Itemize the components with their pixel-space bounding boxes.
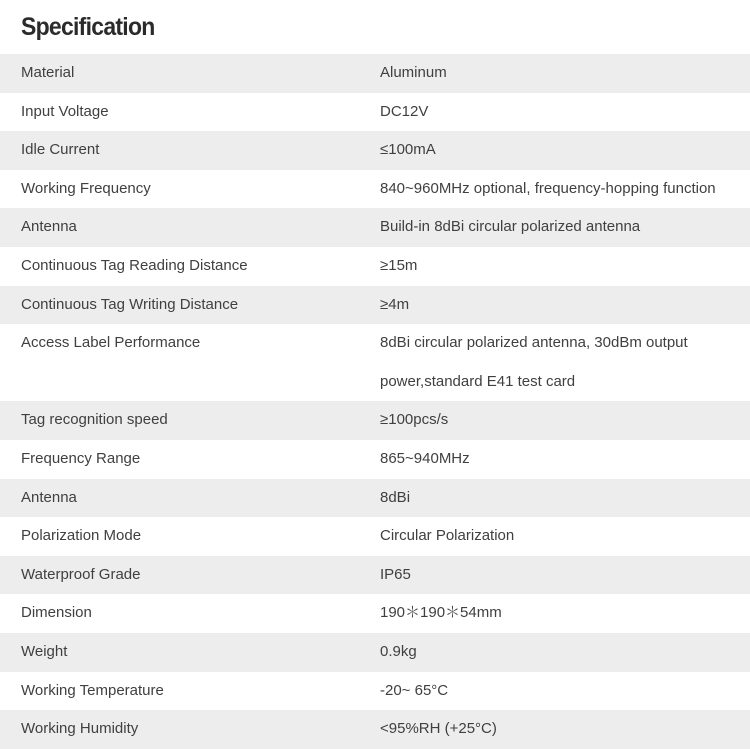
spec-row: [0, 208, 750, 247]
spec-row: [0, 479, 750, 518]
spec-row: [0, 93, 750, 132]
page-title: Specification: [21, 13, 155, 41]
spec-row: [0, 517, 750, 556]
spec-value-line: 0.9kg: [380, 642, 417, 660]
spec-value: [380, 401, 750, 440]
spec-value: [380, 208, 750, 247]
spec-label-text: Working Humidity: [21, 720, 139, 738]
spec-value: [380, 633, 750, 672]
spec-value-line: 8dBi circular polarized antenna, 30dBm output: [380, 334, 688, 352]
spec-value-line: ≥100pcs/s: [380, 411, 449, 429]
spec-label-text: Continuous Tag Writing Distance: [21, 295, 239, 313]
spec-label: [0, 131, 380, 170]
spec-label: [0, 633, 380, 672]
spec-label: [0, 401, 380, 440]
spec-value: [380, 247, 750, 286]
spec-label: [0, 556, 380, 595]
spec-row: [0, 286, 750, 325]
spec-value: [380, 517, 750, 556]
spec-row: [0, 54, 750, 93]
spec-value-line: power,standard E41 test card: [380, 372, 576, 390]
spec-label: [0, 710, 380, 749]
spec-row: [0, 131, 750, 170]
spec-label-text: Continuous Tag Reading Distance: [21, 256, 248, 274]
spec-row: [0, 710, 750, 749]
spec-value-line: 190＊190＊54mm: [380, 604, 502, 622]
spec-label-text: Material: [21, 64, 75, 81]
spec-row: [0, 247, 750, 286]
spec-value-line: 865~940MHz: [380, 449, 470, 467]
spec-row: [0, 633, 750, 672]
spec-row: [0, 401, 750, 440]
spec-value-line: 8dBi: [380, 488, 411, 506]
spec-row: [0, 170, 750, 209]
spec-label: [0, 594, 380, 633]
spec-label: [0, 247, 380, 286]
spec-table: [0, 54, 750, 749]
spec-value-line: 840~960MHz optional, frequency-hopping function: [380, 179, 716, 197]
spec-label-text: Antenna: [21, 488, 77, 506]
spec-value: [380, 324, 750, 401]
spec-row: [0, 594, 750, 633]
spec-value: [380, 54, 750, 93]
spec-value: [380, 93, 750, 132]
spec-label: [0, 672, 380, 711]
spec-value-line: ≥4m: [380, 295, 410, 313]
spec-value: [380, 131, 750, 170]
spec-value-line: DC12V: [380, 102, 429, 120]
spec-value: [380, 479, 750, 518]
spec-row: [0, 672, 750, 711]
spec-value: [380, 672, 750, 711]
spec-value-line: -20~ 65°C: [380, 681, 449, 699]
spec-label-text: Dimension: [21, 604, 92, 622]
spec-label: [0, 54, 380, 93]
spec-value-line: <95%RH (+25°C): [380, 720, 497, 738]
spec-label: [0, 440, 380, 479]
spec-label-text: Idle Current: [21, 141, 100, 159]
spec-value: [380, 710, 750, 749]
spec-label-text: Access Label Performance: [21, 334, 201, 352]
spec-label-text: Waterproof Grade: [21, 565, 141, 583]
spec-label: [0, 517, 380, 556]
spec-label-text: Working Temperature: [21, 681, 164, 699]
spec-value-line: IP65: [380, 565, 411, 583]
spec-row: [0, 556, 750, 595]
spec-row: [0, 324, 750, 401]
spec-value-line: Aluminum: [380, 64, 447, 81]
spec-label-text: Tag recognition speed: [21, 411, 168, 429]
spec-value-line: Build-in 8dBi circular polarized antenna: [380, 218, 641, 236]
spec-value-line: Circular Polarization: [380, 527, 515, 545]
spec-label-text: Weight: [21, 642, 68, 660]
spec-value: [380, 594, 750, 633]
spec-label-text: Frequency Range: [21, 449, 141, 467]
spec-label: [0, 324, 380, 401]
spec-label-text: Working Frequency: [21, 179, 151, 197]
spec-row: [0, 440, 750, 479]
spec-label: [0, 208, 380, 247]
spec-value: [380, 440, 750, 479]
spec-label: [0, 170, 380, 209]
spec-label-text: Polarization Mode: [21, 527, 142, 545]
spec-label-text: Input Voltage: [21, 102, 109, 120]
spec-label: [0, 479, 380, 518]
spec-label: [0, 286, 380, 325]
spec-value-line: ≤100mA: [380, 141, 436, 159]
spec-value-line: ≥15m: [380, 256, 418, 274]
spec-value: [380, 170, 750, 209]
spec-label: [0, 93, 380, 132]
spec-value: [380, 286, 750, 325]
spec-value: [380, 556, 750, 595]
spec-label-text: Antenna: [21, 218, 77, 236]
